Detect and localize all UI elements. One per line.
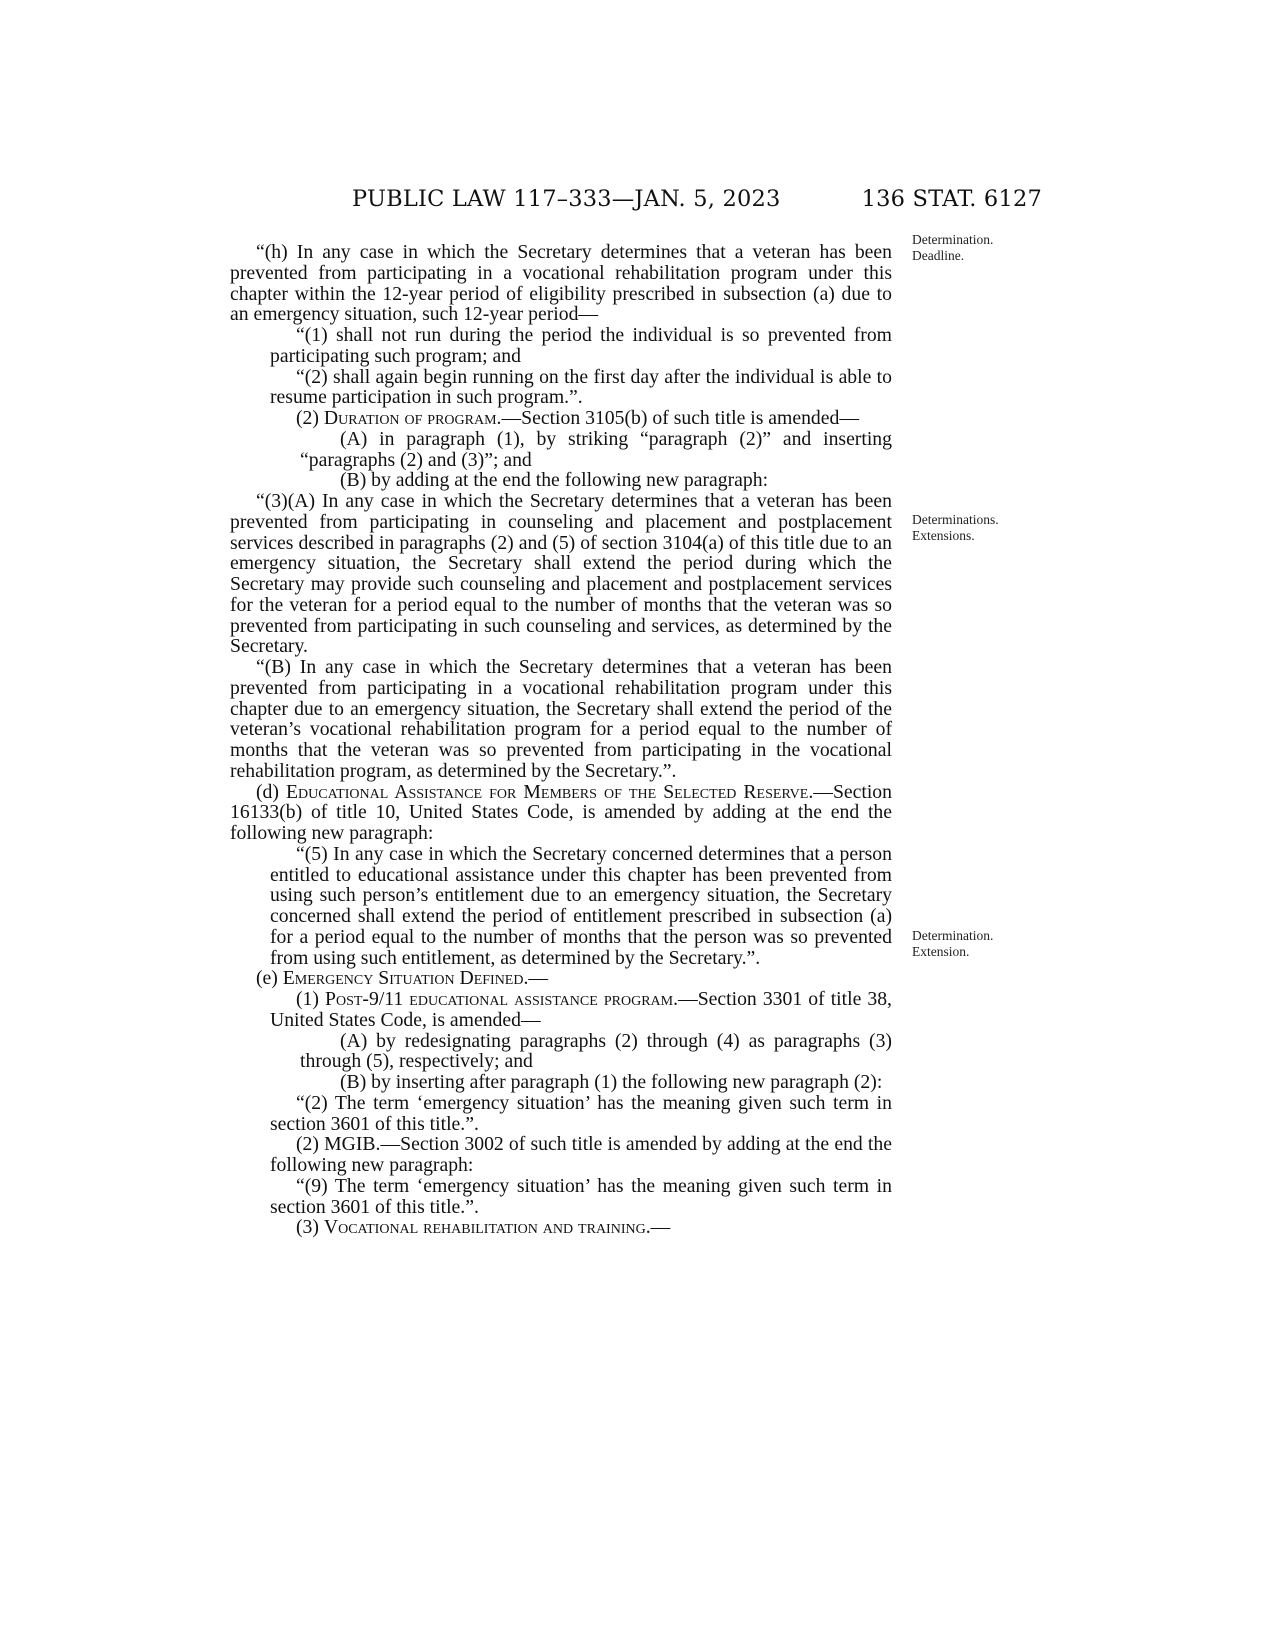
paragraph-text: —	[650, 1216, 671, 1239]
running-header	[352, 186, 1042, 226]
subsection-heading: Emergency Situation Defined.	[282, 967, 529, 990]
margin-note-line: Determination.	[912, 232, 994, 247]
subparagraph-b-adding: (B) by adding at the end the following new paragraph:	[340, 469, 769, 492]
margin-note-determination-deadline	[912, 232, 993, 264]
public-law-citation: PUBLIC LAW 117–333—JAN. 5, 2023	[352, 186, 781, 212]
paragraph-duration-of-program	[230, 408, 892, 429]
margin-note-line: Determination.	[912, 928, 994, 943]
paragraph-h-1: “(1) shall not run during the period the individual is so prevented from participating such program; and	[270, 324, 892, 367]
margin-note-line: Extension.	[912, 944, 970, 959]
margin-note-determination-extension	[912, 928, 993, 960]
margin-note-line: Determinations.	[912, 512, 999, 527]
paragraph-text: —Section 3105(b) of such title is amended—	[501, 407, 860, 429]
quoted-paragraph-2: “(2) The term ‘emergency situation’ has the meaning given such term in section 3601 of this title.”.	[270, 1091, 892, 1135]
subsection-text: —Section 16133(b) of title 10, United States Code, is amended by adding at the end the following new paragraph:	[230, 780, 892, 844]
subsection-text: —	[528, 967, 549, 990]
subsection-e	[230, 968, 892, 989]
paragraph-heading: (2) Duration of program.	[296, 407, 502, 429]
quoted-paragraph-9: “(9) The term ‘emergency situation’ has the meaning given such term in section 3601 of this title.”.	[270, 1174, 892, 1218]
paragraph-lead: (3)	[296, 1216, 324, 1239]
paragraph-h-2: “(2) shall again begin running on the first day after the individual is able to resume participation in such program.”.	[270, 365, 892, 409]
subsection-lead: (e)	[256, 967, 283, 990]
paragraph-5: “(5) In any case in which the Secretary concerned determines that a person entitled to educational assistance under this chapter has been prevented from using such person’s entitlement due to an emergency situation, the Secretary concerned shall extend the period of entitlement prescribed in subsection (a) for a period equal to the number of months that the person was so prevented from using such entitlement, as determined by the Secretary.”.	[270, 842, 892, 969]
margin-note-determinations-extensions	[912, 512, 999, 544]
statute-page-number: 136 STAT. 6127	[861, 186, 1042, 212]
body-text	[230, 242, 892, 1238]
paragraph-lead: (1)	[296, 988, 326, 1010]
subparagraph-a-redesignating: (A) by redesignating paragraphs (2) through (4) as paragraphs (3) through (5), respectively; and	[300, 1029, 892, 1073]
margin-note-line: Deadline.	[912, 248, 965, 263]
subparagraph-b-inserting: (B) by inserting after paragraph (1) the following new paragraph (2):	[340, 1071, 883, 1093]
paragraph-text: —Section 3301 of title 38, United States Code, is amended—	[270, 988, 892, 1031]
subsection-lead: (d)	[256, 780, 287, 803]
paragraph-3-b: “(B) In any case in which the Secretary determines that a veteran has been prevented from participating in a vocational rehabilitation program under this chapter due to an emergency situation, the Secretary shall extend the period of the veteran’s vocational rehabilitation program for a period equal to the number of months that the veteran was so prevented from participating in the vocational rehabilitation program, as determined by the Secretary.”.	[230, 656, 892, 782]
subsection-h: “(h) In any case in which the Secretary determines that a veteran has been prevented from participating in a vocational rehabilitation program under this chapter within the 12-year period of eligibility prescribed in subsection (a) due to an emergency situation, such 12-year period—	[230, 241, 892, 326]
paragraph-3-a: “(3)(A) In any case in which the Secretary determines that a veteran has been prevented from participating in counseling and placement and postplacement services described in paragraphs (2) and (5) of section 3104(a) of this title due to an emergency situation, the Secretary shall extend the period during which the Secretary may provide such counseling and placement and postplacement services for the veteran for a period equal to the number of months that the veteran was so prevented from participating in such counseling and services, as determined by the Secretary.	[230, 490, 892, 658]
paragraph-vocational-rehabilitation	[230, 1217, 892, 1238]
paragraph-heading: Post-9/11 educational assistance program.	[325, 988, 679, 1010]
paragraph-post-911	[230, 989, 892, 1031]
subparagraph-a-striking: (A) in paragraph (1), by striking “paragraph (2)” and inserting “paragraphs (2) and (3)”; and	[300, 427, 892, 471]
subsection-d	[230, 782, 892, 844]
margin-note-line: Extensions.	[912, 528, 975, 543]
paragraph-heading: Vocational rehabilitation and training.	[323, 1216, 651, 1239]
subsection-heading: Educational Assistance for Members of the Selected Reserve.	[286, 780, 814, 803]
paragraph-mgib: (2) MGIB.—Section 3002 of such title is amended by adding at the end the following new paragraph:	[270, 1133, 892, 1176]
